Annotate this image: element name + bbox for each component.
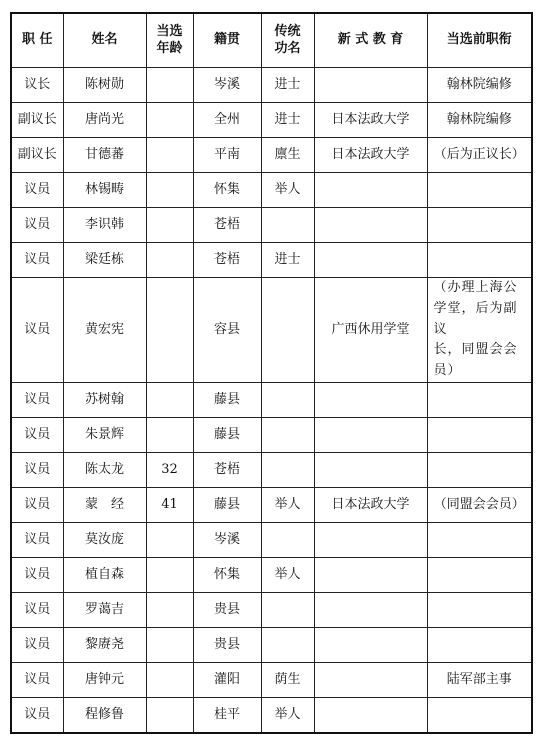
col-name-cell: 甘德蕃: [63, 138, 146, 173]
col-hometown-cell: 苍梧: [193, 243, 261, 278]
col-education-cell: [314, 452, 427, 487]
col-education-cell: [314, 243, 427, 278]
col-name-cell: 苏树翰: [63, 382, 146, 417]
col-education-cell: [314, 522, 427, 557]
col-hometown-cell: 平南: [193, 138, 261, 173]
col-prior-title-cell: [427, 417, 532, 452]
col-age-cell: [146, 68, 193, 103]
table-row: [11, 382, 532, 417]
col-prior-title-cell: [427, 382, 532, 417]
header-col-hometown: 籍贯: [193, 13, 261, 68]
col-education-cell: 广西休用学堂: [314, 278, 427, 383]
col-role-cell: 议员: [11, 487, 63, 522]
col-age-cell: [146, 522, 193, 557]
table-row: [11, 68, 532, 103]
col-degree-cell: [261, 417, 314, 452]
col-hometown-cell: 贵县: [193, 627, 261, 662]
col-prior-title-cell: 翰林院编修: [427, 103, 532, 138]
col-education-cell: [314, 627, 427, 662]
col-role-cell: 议员: [11, 697, 63, 733]
table-row: [11, 173, 532, 208]
col-name-cell: 陈树勋: [63, 68, 146, 103]
col-degree-cell: [261, 208, 314, 243]
col-prior-title-cell: （同盟会会员）: [427, 487, 532, 522]
table-body: [11, 68, 532, 733]
col-prior-title-cell: （后为正议长）: [427, 138, 532, 173]
col-hometown-cell: 藤县: [193, 417, 261, 452]
col-degree-cell: 进士: [261, 103, 314, 138]
header-row: [11, 13, 532, 68]
header-col-degree: 传统 功名: [261, 13, 314, 68]
col-role-cell: 议员: [11, 243, 63, 278]
col-age-cell: [146, 208, 193, 243]
col-age-cell: 32: [146, 452, 193, 487]
col-name-cell: 朱景辉: [63, 417, 146, 452]
col-degree-cell: [261, 452, 314, 487]
col-name-cell: 李识韩: [63, 208, 146, 243]
col-degree-cell: 荫生: [261, 662, 314, 697]
col-degree-cell: 进士: [261, 243, 314, 278]
col-prior-title-cell: [427, 208, 532, 243]
col-degree-cell: [261, 627, 314, 662]
col-age-cell: 41: [146, 487, 193, 522]
col-degree-cell: [261, 278, 314, 383]
col-education-cell: 日本法政大学: [314, 138, 427, 173]
col-name-cell: 黄宏宪: [63, 278, 146, 383]
col-name-cell: 唐尚光: [63, 103, 146, 138]
col-name-cell: 陈太龙: [63, 452, 146, 487]
col-age-cell: [146, 627, 193, 662]
col-age-cell: [146, 697, 193, 733]
col-role-cell: 议员: [11, 452, 63, 487]
col-role-cell: 议员: [11, 173, 63, 208]
table-row: [11, 208, 532, 243]
col-role-cell: 副议长: [11, 138, 63, 173]
col-name-cell: 黎赓尧: [63, 627, 146, 662]
col-hometown-cell: 岑溪: [193, 522, 261, 557]
col-role-cell: 议员: [11, 278, 63, 383]
col-role-cell: 议员: [11, 592, 63, 627]
col-hometown-cell: 贵县: [193, 592, 261, 627]
table-row: [11, 103, 532, 138]
table-row: [11, 627, 532, 662]
col-degree-cell: 进士: [261, 68, 314, 103]
col-hometown-cell: 藤县: [193, 487, 261, 522]
col-name-cell: 蒙 经: [63, 487, 146, 522]
table-row: [11, 592, 532, 627]
col-hometown-cell: 灌阳: [193, 662, 261, 697]
col-role-cell: 议员: [11, 417, 63, 452]
col-name-cell: 莫汝庞: [63, 522, 146, 557]
col-age-cell: [146, 173, 193, 208]
col-degree-cell: 举人: [261, 487, 314, 522]
col-prior-title-cell: [427, 697, 532, 733]
col-prior-title-cell: 陆军部主事: [427, 662, 532, 697]
col-education-cell: [314, 697, 427, 733]
col-name-cell: 梁廷栋: [63, 243, 146, 278]
col-name-cell: 林锡畴: [63, 173, 146, 208]
col-prior-title-cell: [427, 452, 532, 487]
roster-table: [10, 12, 533, 734]
col-hometown-cell: 桂平: [193, 697, 261, 733]
table-row: [11, 522, 532, 557]
col-hometown-cell: 全州: [193, 103, 261, 138]
col-role-cell: 议员: [11, 208, 63, 243]
col-degree-cell: 廪生: [261, 138, 314, 173]
col-role-cell: 议员: [11, 382, 63, 417]
col-degree-cell: 举人: [261, 697, 314, 733]
col-education-cell: [314, 662, 427, 697]
col-education-cell: [314, 557, 427, 592]
col-role-cell: 议员: [11, 627, 63, 662]
table-row: [11, 487, 532, 522]
col-prior-title-cell: [427, 557, 532, 592]
col-hometown-cell: 怀集: [193, 557, 261, 592]
col-prior-title-cell: [427, 243, 532, 278]
col-name-cell: 唐钟元: [63, 662, 146, 697]
col-role-cell: 议长: [11, 68, 63, 103]
col-education-cell: 日本法政大学: [314, 103, 427, 138]
header-col-name: 姓名: [63, 13, 146, 68]
col-age-cell: [146, 592, 193, 627]
col-role-cell: 副议长: [11, 103, 63, 138]
col-age-cell: [146, 278, 193, 383]
col-age-cell: [146, 662, 193, 697]
col-hometown-cell: 怀集: [193, 173, 261, 208]
col-hometown-cell: 苍梧: [193, 208, 261, 243]
table-row: [11, 243, 532, 278]
col-name-cell: 植自森: [63, 557, 146, 592]
col-education-cell: [314, 417, 427, 452]
table-row: [11, 138, 532, 173]
col-prior-title-cell: [427, 627, 532, 662]
col-prior-title-cell: [427, 592, 532, 627]
col-role-cell: 议员: [11, 522, 63, 557]
table-row: [11, 452, 532, 487]
col-role-cell: 议员: [11, 662, 63, 697]
col-age-cell: [146, 557, 193, 592]
col-age-cell: [146, 417, 193, 452]
col-prior-title-cell: 翰林院编修: [427, 68, 532, 103]
col-role-cell: 议员: [11, 557, 63, 592]
col-education-cell: [314, 208, 427, 243]
col-degree-cell: [261, 382, 314, 417]
header-col-education: 新 式 教 育: [314, 13, 427, 68]
col-age-cell: [146, 103, 193, 138]
header-col-age: 当选 年龄: [146, 13, 193, 68]
col-name-cell: 罗蔼吉: [63, 592, 146, 627]
col-name-cell: 程修鲁: [63, 697, 146, 733]
table-row: [11, 278, 532, 383]
col-education-cell: [314, 382, 427, 417]
col-education-cell: 日本法政大学: [314, 487, 427, 522]
table-row: [11, 697, 532, 733]
col-hometown-cell: 容县: [193, 278, 261, 383]
col-age-cell: [146, 138, 193, 173]
col-education-cell: [314, 592, 427, 627]
col-education-cell: [314, 68, 427, 103]
header-col-role: 职 任: [11, 13, 63, 68]
col-education-cell: [314, 173, 427, 208]
col-degree-cell: [261, 592, 314, 627]
col-hometown-cell: 藤县: [193, 382, 261, 417]
col-prior-title-cell: [427, 522, 532, 557]
col-age-cell: [146, 243, 193, 278]
col-hometown-cell: 苍梧: [193, 452, 261, 487]
header-col-prior-title: 当选前职衔: [427, 13, 532, 68]
col-prior-title-cell: （办理上海公 学堂，后为副议 长，同盟会会 员）: [427, 278, 532, 383]
table-row: [11, 662, 532, 697]
col-hometown-cell: 岑溪: [193, 68, 261, 103]
table-row: [11, 557, 532, 592]
col-age-cell: [146, 382, 193, 417]
col-prior-title-cell: [427, 173, 532, 208]
col-degree-cell: [261, 522, 314, 557]
col-degree-cell: 举人: [261, 557, 314, 592]
table-row: [11, 417, 532, 452]
col-degree-cell: 举人: [261, 173, 314, 208]
